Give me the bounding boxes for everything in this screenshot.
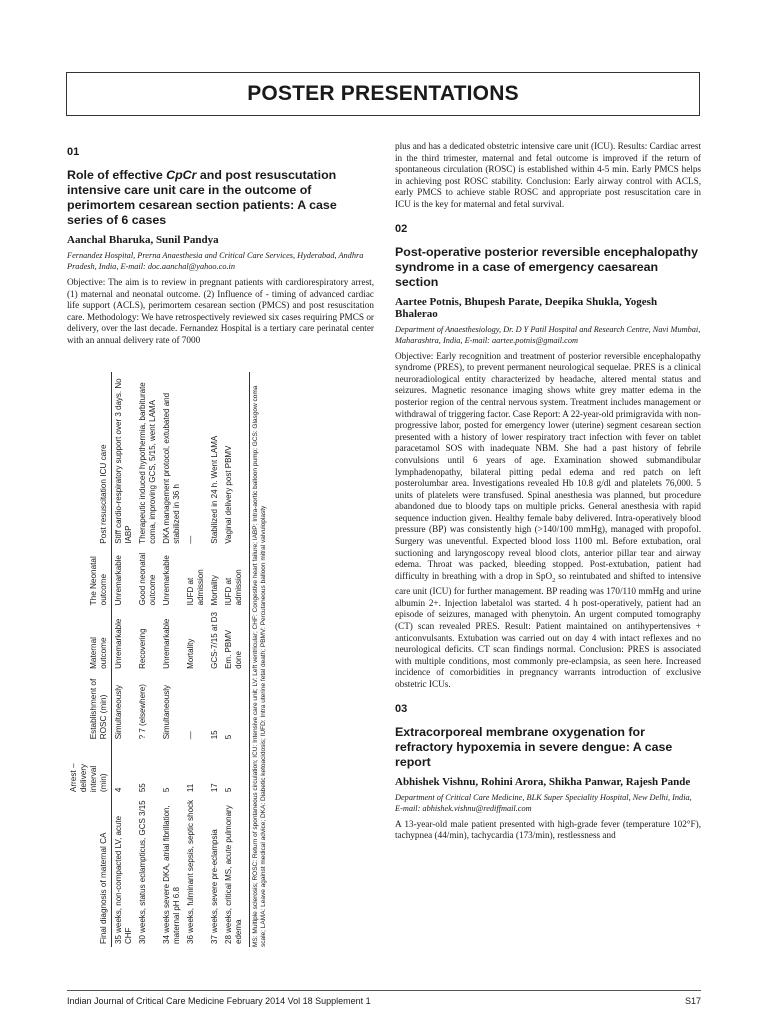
table-cell: Vaginal delivery post PBMV [224,445,233,544]
table-cell: Unremarkable [162,555,171,606]
table-cell: Stiff cardio-respiratory support over 3 days. No IABP [114,378,133,544]
table-cell: — [186,535,195,544]
abstract-title [67,168,374,228]
table-footnote: MS: Multiple sclerosis; ROSC: Return of spontaneous circulation; ICU: Intensive care unit; LV: Left ventricular; CHF: Congestive heart failure; IABP: Intra-aortic balloon pump; GCS: Glasgow coma scale; LAMA: Leave against medical advice; DKA: Diabetic ketoacidosis; IUFD: Intra uterine fetal death; PBMV: Percutaneous balloon mitral valvuloplasty [249,372,268,947]
body-part: so reintubated and shifted to intensive care unit (ICU) for further management. BP reading was 170/110 mmHg and urine albumin 2+. Injection labetalol was started. 4 h post-operatively, patient had an episode of seizures, managed with phenytoin. An urgent computed tomography (CT) scan revealed PRES. Result: Patient maintained on antihypertensives + anticonvulsants. Extubation was carried out on day 4 with intact reflexes and no neurological deficits. CT scan findings normal. Conclusion: PRES is associated with multiple conditions, most commonly pre-eclampsia, as seen here. Increased incidence of comorbidities in pregnancy warrants introduction of exclusive obstetric ICUs. [395,570,701,690]
table-cell: Unremarkable [114,555,123,606]
abstract-02 [395,223,701,691]
table-cell: IUFD at admission [224,569,243,606]
abstract-authors: Abhishek Vishnu, Rohini Arora, Shikha Panwar, Rajesh Pande [395,775,691,788]
abstract-body: plus and has a dedicated obstetric intensive care unit (ICU). Results: Cardiac arrest in the third trimester, maternal and fetal outcome is improved if the return of spontaneous circulation (ROSC) is established within 4-5 min. Early PMCS helps in achieving post ROSC stability. Conclusion: Early airway control with ACLS, early PMCS to achieve stable ROSC and appropriate post resuscitation care in ICU is the key for maternal and fetal survival. [395,141,701,209]
table-header: Establishment of ROSC (min) [67,672,112,742]
subscript: 2 [552,576,556,584]
title-part: Role of effective [67,168,167,182]
abstract-authors: Aanchal Bharuka, Sunil Pandya [67,234,219,246]
cases-table [67,372,246,947]
rotated-table-wrapper [67,372,374,947]
table-cell: 5 [162,787,171,793]
abstract-body: A 13-year-old male patient presented with high-grade fever (temperature 102°F), tachypnea (44/min), tachycardia (173/min), restlessness and [395,818,701,841]
abstract-affiliation: Department of Critical Care Medicine, BLK Super Speciality Hospital, New Delhi, India, E-mail: abhishek.vishnu@rediffmail.com [395,792,692,813]
table-header: The Neonatal outcome [67,547,112,609]
abstract-affiliation: Fernandez Hospital, Prerna Anaesthesia and Critical Care Services, Hyderabad, Andhra Pradesh, India, E-mail: doc.aanchal@yahoo.co.in [67,251,364,271]
page-footer [67,990,701,1008]
table-cell: 28 weeks, critical MS, acute pulmonary edema [224,805,243,944]
rotated-table [67,372,374,947]
page-number: S17 [684,996,701,1006]
title-italic: CpCr [166,168,197,182]
table-cell: 34 weeks severe DKA, atrial fibrillation, maternal pH 6.8 [162,805,181,944]
table-cell: Simultaneously [114,685,123,740]
abstract-number: 02 [395,222,408,235]
table-cell: 17 [210,783,219,793]
table-cell: 4 [114,787,123,793]
abstract-03 [395,703,701,842]
table-cell: 15 [210,730,219,740]
table-cell: 5 [224,734,233,740]
table-cell: 35 weeks, non-compacted LV, acute CHF [114,815,133,944]
table-cell: IUFD at admission [186,569,205,606]
table-cell: Therapeutic induced hypothermia, barbiturate coma, improving GCS, 5/15, went LAMA [138,382,157,544]
table-cell: Unremarkable [114,618,123,669]
table-cell: Em. PBMV done [224,629,243,669]
abstract-affiliation: Department of Anaesthesiology, Dr. D Y Patil Hospital and Research Centre, Navi Mumbai, Maharashtra, India, E-mail: aartee.potnis@gmail.com [395,324,701,345]
table-cell: ? 7 (elsewhere) [138,684,147,740]
table-cell: Unremarkable [162,618,171,669]
table-row [136,372,160,947]
table-header: Maternal outcome [67,608,112,672]
section-banner: POSTER PRESENTATIONS [66,72,700,116]
journal-citation: Indian Journal of Critical Care Medicine February 2014 Vol 18 Supplement 1 [67,996,371,1006]
table-cell: Stabilized in 24 h. Went LAMA [210,435,219,544]
table-header: Post resuscitation ICU care [67,372,112,547]
abstract-title: Post-operative posterior reversible encephalopathy syndrome in a case of emergency caesarean section [395,244,698,289]
table-cell: 36 weeks, fulminant sepsis, septic shock [186,799,195,944]
abstract-number: 01 [67,146,80,158]
table-cell: 37 weeks, severe pre-eclampsia [210,829,219,944]
table-cell: 11 [186,783,195,793]
table-cell: GCS-7/15 at D3 [210,611,219,669]
table-cell: Good neonatal outcome [138,552,157,606]
table-cell: Mortality [210,575,219,606]
table-cell: — [186,731,195,740]
abstract-number: 03 [395,702,408,715]
table-header: Final diagnosis of maternal CA [67,795,112,947]
abstract-body: Objective: The aim is to review in pregnant patients with cardiorespiratory arrest, (1) maternal and neonatal outcome. (2) Influence of - timing of advanced cardiac life support (ACLS), perimortem cesarean section (PMCS) and post resuscitation care. Methodology: We have retrospectively reviewed six cases requiring PMCS or delivery, over the last decade. Fernandez Hospital is a tertiary care perinatal center with an annual delivery rate of 7000 [67,277,374,345]
abstract-01 [67,146,374,347]
table-header-row [67,372,112,947]
table-row [208,372,222,947]
table-row [160,372,184,947]
table-cell: 55 [138,783,147,793]
table-row [112,372,137,947]
abstract-title: Extracorporeal membrane oxygenation for refractory hypoxemia in severe dengue: A case report [395,724,673,769]
table-cell: Recovering [138,628,147,669]
abstract-body [395,351,701,691]
table-header: Arrest – delivery interval (min) [67,742,112,795]
right-column [395,141,701,854]
abstract-01-continued [395,141,701,211]
table-cell: DKA management protocol, extubated and stabilized in 36 h [162,392,181,544]
table-row [184,372,208,947]
title-part: and post resuscutation intensive care unit care in the outcome of perimortem cesarean section patients: A case series of 6 cases [67,168,337,227]
left-column [67,146,374,359]
table-cell: 30 weeks, status eclampticus, GCS 3/15 [138,800,147,944]
table-row [222,372,246,947]
table-cell: Simultaneously [162,685,171,740]
table-cell: 5 [224,787,233,793]
abstract-authors: Aartee Potnis, Bhupesh Parate, Deepika Shukla, Yogesh Bhalerao [395,295,658,320]
table-cell: Mortality [186,638,195,669]
body-part: Objective: Early recognition and treatment of posterior reversible encephalopathy syndrome (PRES), to prevent permanent neurological sequelae. PRES is a clinical neuroradiological entity characterized by headache, altered mental status and seizures. Magnetic resonance imaging shows white grey matter edema in the posterior region of the central nervous system. Treatment includes management or withdrawal of triggering factor. Case Report: A 22-year-old primigravida with non-progressive labor, posted for emergency lower (uterine) segment cesarean section presented with a history of lower respiratory tract infection with fever on tablet paracetamol SOS with inadequate NBM. She had a past history of febrile convulsions until 6 years of age. Examination showed submandibular lymphadenopathy, bilateral pitting pedal edema and red patch on left posterolumbar area. Investigations revealed Hb 10.8 g/dl and platelets 76,000. 5 units of platelets were transfused. Spinal anesthesia was planned, but procedure abandoned due to bloody taps on multiple pricks. General anesthesia with rapid sequence induction given. Healthy female baby delivered. Intra-operatively blood pressure (BP) was consistently high (>140/100 mmHg), managed with propofol. Surgery was uneventful. Expected blood loss 1100 ml. Before extubation, oral suctioning and laryngoscopy reveal blood clots, anterior pillar tear and airway edema. Throat was packed, bleeding stopped. Post-extubation, patient had difficulty in breathing with a drop in SpO [395,350,701,581]
